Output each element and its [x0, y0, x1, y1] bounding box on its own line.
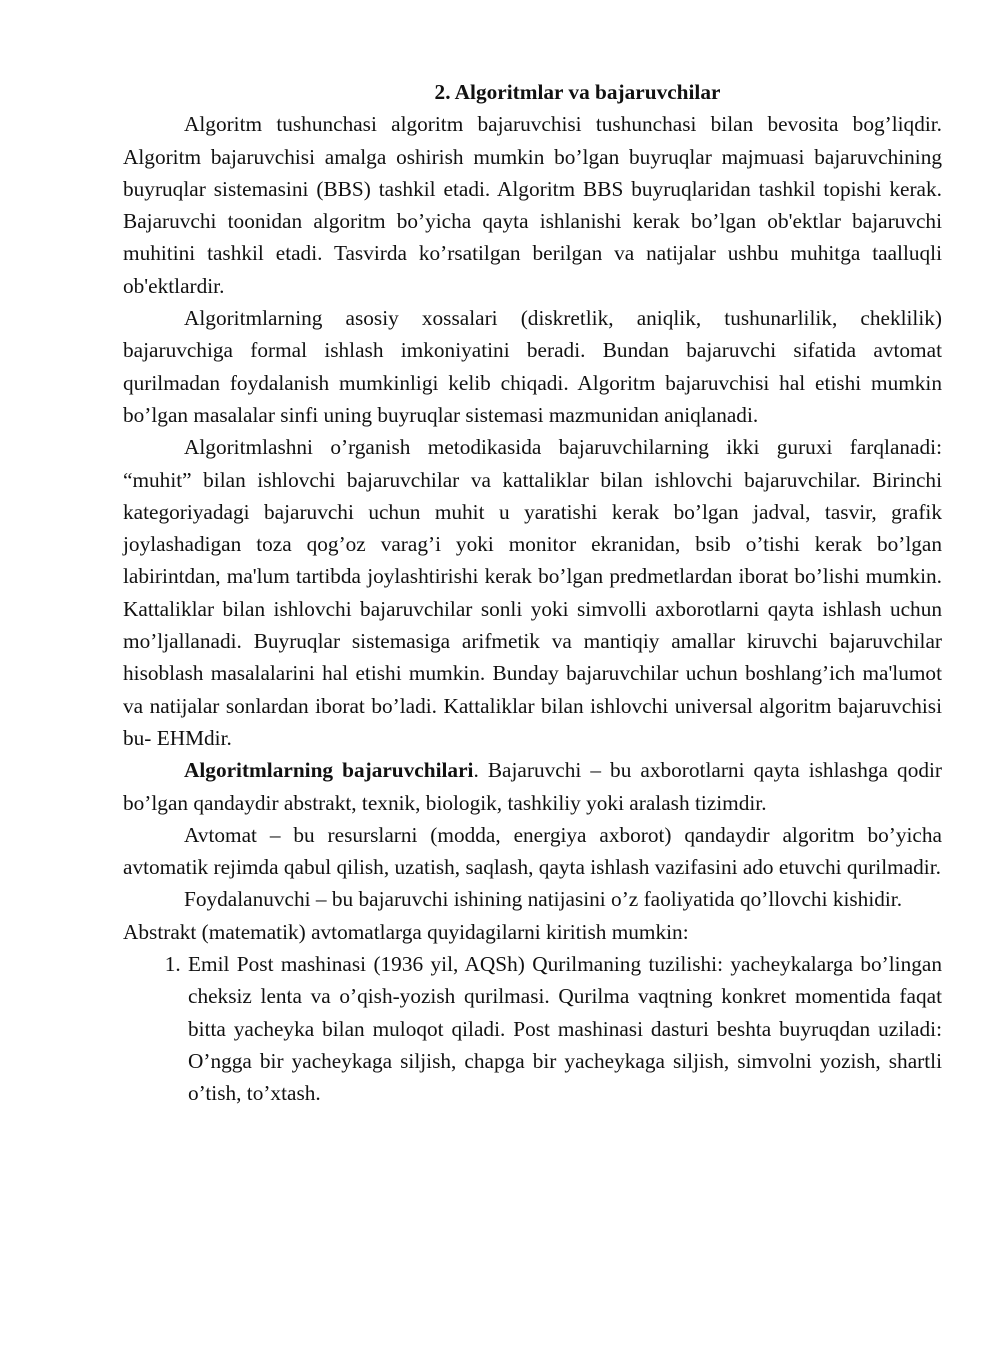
- executor-term: Algoritmlarning bajaruvchilari: [184, 758, 474, 783]
- paragraph-executor-definition: [123, 754, 942, 819]
- paragraph-groups: Algoritmlashni o’rganish metodikasida bajaruvchilarning ikki guruxi farqlanadi: “muhit” bilan ishlovchi bajaruvchilar va kattaliklar bilan ishlovchi bajaruvchilar. Birinchi kategoriyadagi bajaruvchi uchun muhit u yaratishi kerak bo’lgan jadval, tasvir, grafik joylashadigan toza qog’oz varag’i yoki monitor ekranidan, bsib o’tishi kerak bo’lgan labirintdan, ma'lum tartibda joylashtirishi kerak bo’lgan predmetlardan iborat bo’lishi mumkin. Kattaliklar bilan ishlovchi bajaruvchilar sonli yoki simvolli axborotlarni qayta ishlash uchun mo’ljallanadi. Buyruqlar sistemasiga arifmetik va mantiqiy amallar kiruvchi bajaruvchilar hisoblash masalalarini hal etishi mumkin. Bunday bajaruvchilar uchun boshlang’ich ma'lumot va natijalar sonlardan iborat bo’ladi. Kattaliklar bilan ishlovchi universal algoritm bajaruvchisi bu- EHMdir.: [123, 435, 942, 750]
- section-title: 2. Algoritmlar va bajaruvchilar: [434, 80, 721, 104]
- paragraph-intro: Algoritm tushunchasi algoritm bajaruvchisi tushunchasi bilan bevosita bog’liqdir. Algoritm bajaruvchisi amalga oshirish mumkin bo’lgan buyruqlar majmuasi bajaruvchining buyruqlar sistemasini (BBS) tashkil etadi. Algoritm BBS buyruqlaridan tashkil topishi kerak. Bajaruvchi toonidan algoritm bo’yicha qayta ishlanishi kerak bo’lgan ob'ektlar bajaruvchi muhitini tashkil etadi. Tasvirda ko’rsatilgan berilgan va natijalar ushbu muhitga taalluqli ob'ektlardir.: [123, 112, 942, 298]
- list-item-post-machine: 1. Emil Post mashinasi (1936 yil, AQSh) Qurilmaning tuzilishi: yacheykalarga bo’lingan cheksiz lenta va o’qish-yozish qurilmasi. Qurilma vaqtning konkret momentida faqat bitta yacheyka bilan muloqot qiladi. Post mashinasi dasturi beshta buyruqdan uziladi: O’ngga bir yacheykaga siljish, chapga bir yacheykaga siljish, simvolni yozish, shartli o’tish, to’xtash.: [186, 948, 942, 1109]
- list-intro: Abstrakt (matematik) avtomatlarga quyidagilarni kiritish mumkin:: [123, 919, 689, 944]
- executor-definition-text: . Bajaruvchi – bu axborotlarni qayta ishlashga qodir bo’lgan qandaydir abstrakt, texnik, biologik, tashkiliy yoki aralash tizimdir.: [123, 758, 942, 815]
- paragraph-properties: Algoritmlarning asosiy xossalari (diskretlik, aniqlik, tushunarlilik, cheklilik) bajaruvchiga formal ishlash imkoniyatini beradi. Bundan bajaruvchi sifatida avtomat qurilmadan foydalanish mumkinligi kelib chiqadi. Algoritm bajaruvchisi hal etishi mumkin bo’lgan masalalar sinfi uning buyruqlar sistemasi mazmunidan aniqlanadi.: [123, 306, 942, 427]
- document-page: [123, 76, 942, 1110]
- automata-list: [123, 948, 942, 1109]
- paragraph-automat-definition: Avtomat – bu resurslarni (modda, energiya axborot) qandaydir algoritm bo’yicha avtomatik rejimda qabul qilish, uzatish, saqlash, qayta ishlash vazifasini ado etuvchi qurilmadir.: [123, 822, 942, 880]
- paragraph-user-definition: Foydalanuvchi – bu bajaruvchi ishining natijasini o’z faoliyatida qo’llovchi kishidir.: [184, 887, 903, 912]
